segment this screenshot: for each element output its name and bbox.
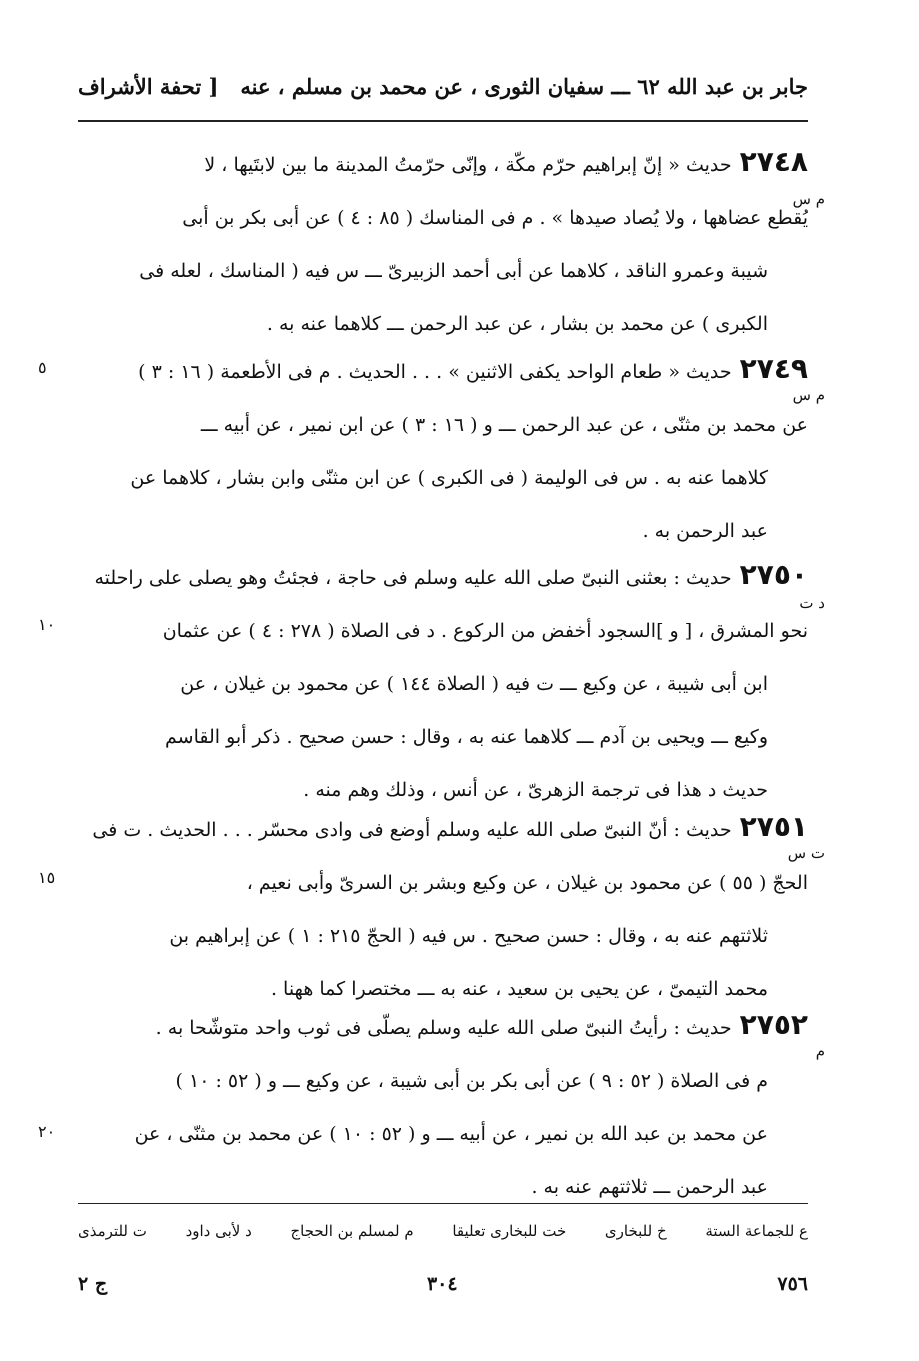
legend-item: خت للبخارى تعليقا bbox=[452, 1222, 567, 1240]
footer-rule bbox=[78, 1203, 808, 1204]
legend-item: ت للترمذى bbox=[78, 1222, 147, 1240]
page-number: ٣٠٤ bbox=[426, 1273, 458, 1295]
entry-line: ٢٧٤٨حديث « إنّ إبراهيم حرّم مكّة ، وإنّى حرّمتُ المدينة ما بين لابتَيها ، لا bbox=[204, 145, 808, 178]
entry-line: الكبرى ) عن محمد بن بشار ، عن عبد الرحمن ـــ كلاهما عنه به . bbox=[266, 313, 768, 335]
entry-line: محمد التيمىّ ، عن يحيى بن سعيد ، عنه به ـــ مختصرا كما ههنا . bbox=[270, 978, 768, 1000]
entry-line: ثلاثتهم عنه به ، وقال : حسن صحيح . س فيه ( الحجّ ٢١٥ : ١ ) عن إبراهيم بن bbox=[169, 925, 768, 947]
header-rule bbox=[78, 120, 808, 122]
entry-line: كلاهما عنه به . س فى الوليمة ( فى الكبرى ) عن ابن مثنّى وابن بشار ، كلاهما عن bbox=[130, 467, 768, 489]
page-sequence-number: ٧٥٦ bbox=[777, 1273, 808, 1295]
entry-number: ٢٧٥٠ bbox=[739, 558, 808, 591]
entry-line: عن محمد بن عبد الله بن نمير ، عن أبيه ـــ و ( ٥٢ : ١٠ ) عن محمد بن مثنّى ، عن bbox=[134, 1123, 768, 1145]
line-number-marker: ٢٠ bbox=[38, 1122, 56, 1141]
entry-line: ٢٧٥١حديث : أنّ النبىّ صلى الله عليه وسلم أوضع فى وادى محسّر . . . الحديث . ت فى bbox=[92, 810, 808, 843]
legend-item: م لمسلم بن الحجاج bbox=[290, 1222, 414, 1240]
entry-line: ٢٧٤٩حديث « طعام الواحد يكفى الاثنين » . . . الحديث . م فى الأطعمة ( ١٦ : ٣ ) bbox=[138, 352, 808, 385]
entry-number: ٢٧٥٢ bbox=[739, 1008, 808, 1041]
entry-line: الحجّ ( ٥٥ ) عن محمود بن غيلان ، عن وكيع وبشر بن السرىّ وأبى نعيم ، bbox=[246, 872, 808, 894]
hadith-entry-2751 bbox=[78, 800, 808, 1016]
running-header bbox=[78, 66, 808, 106]
entry-line: ابن أبى شيبة ، عن وكيع ـــ ت فيه ( الصلاة ١٤٤ ) عن محمود بن غيلان ، عن bbox=[180, 673, 768, 695]
entry-sigla: د ت bbox=[799, 594, 825, 612]
hadith-entry-2750 bbox=[78, 548, 808, 817]
entry-line: م فى الصلاة ( ٥٢ : ٩ ) عن أبى بكر بن أبى شيبة ، عن وكيع ـــ و ( ٥٢ : ١٠ ) bbox=[175, 1070, 768, 1092]
hadith-entry-2752 bbox=[78, 998, 808, 1214]
line-number-marker: ٥ bbox=[38, 358, 47, 377]
line-number-marker: ١٠ bbox=[38, 615, 56, 634]
volume-number: ج ٢ bbox=[78, 1273, 108, 1295]
entry-sigla: م س bbox=[792, 190, 825, 208]
entry-sigla: م bbox=[815, 1042, 825, 1060]
entry-sigla: ت س bbox=[787, 844, 825, 862]
legend-item: ع للجماعة الستة bbox=[705, 1222, 808, 1240]
hadith-entry-2748 bbox=[78, 135, 808, 351]
abbreviation-legend bbox=[78, 1214, 808, 1248]
legend-item: د لأبى داود bbox=[185, 1222, 252, 1240]
entry-number: ٢٧٥١ bbox=[739, 810, 808, 843]
entry-line: شيبة وعمرو الناقد ، كلاهما عن أبى أحمد الزبيرىّ ـــ س فيه ( المناسك ، لعله فى bbox=[139, 260, 768, 282]
entry-line: عبد الرحمن به . bbox=[642, 520, 768, 542]
page-footer bbox=[78, 1266, 808, 1302]
entry-line: عن محمد بن مثنّى ، عن عبد الرحمن ـــ و ( ١٦ : ٣ ) عن ابن نمير ، عن أبيه ـــ bbox=[200, 414, 808, 436]
hadith-entry-2749 bbox=[78, 342, 808, 558]
entry-sigla: م س bbox=[792, 386, 825, 404]
header-title: جابر بن عبد الله ٦٢ ـــ سفيان الثورى ، عن محمد بن مسلم ، عنه bbox=[240, 73, 808, 99]
entry-line: حديث د هذا فى ترجمة الزهرىّ ، عن أنس ، وذلك وهم منه . bbox=[303, 779, 768, 801]
entry-line: نحو المشرق ، [ و ]السجود أخفض من الركوع . د فى الصلاة ( ٢٧٨ : ٤ ) عن عثمان bbox=[162, 620, 808, 642]
entry-line: يُقطع عضاهها ، ولا يُصاد صيدها » . م فى المناسك ( ٨٥ : ٤ ) عن أبى بكر بن أبى bbox=[182, 207, 808, 229]
entry-line: وكيع ـــ ويحيى بن آدم ـــ كلاهما عنه به ، وقال : حسن صحيح . ذكر أبو القاسم bbox=[165, 726, 768, 748]
line-number-marker: ١٥ bbox=[38, 868, 56, 887]
header-book-title: [ تحفة الأشراف bbox=[78, 73, 219, 99]
legend-item: خ للبخارى bbox=[604, 1222, 667, 1240]
entry-number: ٢٧٤٨ bbox=[739, 145, 808, 178]
entry-line: ٢٧٥٢حديث : رأيتُ النبىّ صلى الله عليه وسلم يصلّى فى ثوب واحد متوشّحا به . bbox=[155, 1008, 808, 1041]
entry-line: ٢٧٥٠حديث : بعثنى النبىّ صلى الله عليه وسلم فى حاجة ، فجئتُ وهو يصلى على راحلته bbox=[94, 558, 808, 591]
entry-number: ٢٧٤٩ bbox=[739, 352, 808, 385]
entry-line: عبد الرحمن ـــ ثلاثتهم عنه به . bbox=[531, 1176, 768, 1198]
